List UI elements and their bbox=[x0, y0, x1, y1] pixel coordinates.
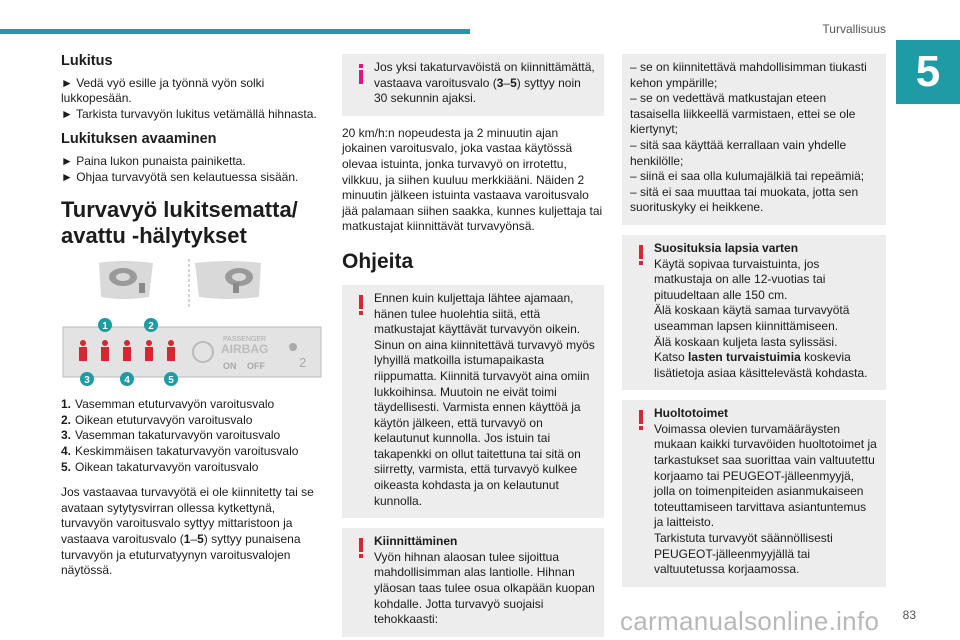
bullet-note bbox=[622, 54, 886, 225]
note-title: Kiinnittäminen bbox=[374, 534, 458, 549]
header-accent-bar bbox=[0, 29, 470, 34]
svg-text:AIRBAG: AIRBAG bbox=[221, 342, 269, 357]
heading-lukitus: Lukitus bbox=[61, 53, 113, 69]
note-text: Voimassa olevien turvamääräysten mukaan kaikki turvavöiden huoltotoimet ja tarkastukset saa suorittaa vain valtuutettu korjaamo tai PEUGEOT-jälleenmyyjä, jolla on toimenpiteiden asianmukaiseen toteuttamiseen tarvittava asiantuntemus ja laitteisto. bbox=[654, 421, 877, 530]
svg-text:2: 2 bbox=[299, 355, 307, 371]
svg-text:1: 1 bbox=[102, 321, 108, 333]
step-text: ► Ohjaa turvavyötä sen kelautuessa sisään. bbox=[61, 169, 299, 184]
seatbelt-lamps-illustration bbox=[61, 317, 325, 389]
note-text: Vyön hihnan alaosan tulee sijoittua mahdollisimman alas lantiolle. Hihnan yläosan taas tulee osua olkapään kuopan kohdalle. Jotta turvavyö suojaisi tehokkaasti: bbox=[374, 549, 595, 627]
note-text: Käytä sopivaa turvaistuinta, jos matkustaja on alle 12-vuotias tai pituudeltaan alle 150 cm. bbox=[654, 256, 826, 302]
note-text: Älä koskaan kuljeta lasta sylissäsi. bbox=[654, 334, 838, 349]
heading-alerts: Turvavyö lukitsematta/ avattu -hälytykset bbox=[61, 197, 298, 249]
section-title: Turvallisuus bbox=[822, 22, 886, 36]
lamp-legend-list bbox=[61, 397, 325, 475]
chapter-number: 5 bbox=[896, 40, 960, 104]
warning-note-kiinnittaminen bbox=[342, 528, 604, 637]
dashboard-illustration bbox=[61, 257, 325, 311]
warning-note-children bbox=[622, 235, 886, 390]
info-note bbox=[342, 54, 604, 116]
exclamation-icon bbox=[351, 536, 371, 560]
paragraph-speed-warning: 20 km/h:n nopeudesta ja 2 minuutin ajan jokainen varoitusvalo, joka vastaa käytössä olevaa istuinta, jonka turvavyö on irrotettu, vilkkuu, ja siihen kuuluu merkkiääni. Näiden 2 minuutin jälkeen istuinta vastaava varoitusvalo jää palamaan siihen saakka, kunnes kuljettaja tai matkustajat kiinnittävät turvavyönsä. bbox=[342, 125, 603, 234]
list-item: 3. Vasemman takaturvavyön varoitusvalo bbox=[61, 428, 281, 443]
page-number: 83 bbox=[902, 608, 916, 622]
info-note-text: Jos yksi takaturvavöistä on kiinnittämättä, vastaava varoitusvalo (3–5) syttyy noin 30 sekunnin ajaksi. bbox=[374, 60, 595, 106]
exclamation-icon bbox=[351, 293, 371, 317]
paragraph-warning-lamps: Jos vastaavaa turvavyötä ei ole kiinnitetty tai se avataan sytytysvirran ollessa kytkettynä, turvavyön varoitusvalo syttyy mittaristoon ja vastaava varoitusvalo (1–5) syttyy punaisena turvavyön ja etuturvatyynyn varoitusvalojen näytössä. bbox=[61, 485, 314, 578]
warning-note-maintenance bbox=[622, 400, 886, 587]
watermark: carmanualsonline.info bbox=[620, 606, 880, 636]
list-item: 1. Vasemman etuturvavyön varoitusvalo bbox=[61, 397, 275, 412]
column-right bbox=[622, 54, 886, 587]
seatbelt-warning-panel-figure bbox=[61, 317, 325, 387]
warning-note-text: Ennen kuin kuljettaja lähtee ajamaan, hänen tulee huolehtia siitä, että matkustajat käyttävät turvavyön oikein. Sinun on aina kiinnitettävä turvavyö myös lyhyillä matkoilla istumapaikasta riippumatta. Kiinnitä turvavyöt aina omiin lukkoihinsa. Muutoin ne eivät toimi täydellisesti. Varmista ennen käyttöä ja käytön jälkeen, että turvavyö on kelautunut kunnolla. Jos istuin tai takapenkki on ollut taitettuna tai sitä on siirretty, varmista, että turvavyö kulkee oikeasta kohdasta ja on kelautunut kunnolla. bbox=[374, 290, 595, 508]
list-item: 2. Oikean etuturvavyön varoitusvalo bbox=[61, 412, 253, 427]
list-item: – se on vedettävä matkustajan eteen tasaisella liikkeellä varmistaen, ettei se ole kiertynyt; bbox=[630, 91, 856, 137]
svg-text:3: 3 bbox=[84, 375, 90, 387]
list-item: 5. Oikean takaturvavyön varoitusvalo bbox=[61, 459, 259, 474]
svg-text:4: 4 bbox=[124, 375, 130, 387]
column-left bbox=[61, 54, 325, 579]
info-icon bbox=[351, 62, 371, 86]
list-item: – se on kiinnitettävä mahdollisimman tiukasti kehon ympärille; bbox=[630, 60, 867, 90]
heading-avaaminen: Lukituksen avaaminen bbox=[61, 131, 217, 148]
step-text: ► Vedä vyö esille ja työnnä vyön solki lukkopesään. bbox=[61, 75, 265, 106]
note-title: Suosituksia lapsia varten bbox=[654, 240, 799, 255]
list-item: 4. Keskimmäisen takaturvavyön varoitusvalo bbox=[61, 443, 299, 458]
step-text: ► Tarkista turvavyön lukitus vetämällä hihnasta. bbox=[61, 106, 317, 121]
note-title: Huoltotoimet bbox=[654, 406, 728, 421]
column-middle bbox=[342, 54, 604, 637]
svg-text:5: 5 bbox=[168, 375, 174, 387]
note-text: Katso lasten turvaistuimia koskevia lisätietoja asiaa käsittelevästä kohdasta. bbox=[654, 350, 868, 380]
svg-text:OFF: OFF bbox=[247, 361, 265, 372]
step-text: ► Paina lukon punaista painiketta. bbox=[61, 153, 246, 168]
exclamation-icon bbox=[631, 408, 651, 432]
warning-note bbox=[342, 285, 604, 518]
svg-text:PASSENGER: PASSENGER bbox=[223, 336, 267, 344]
svg-text:2: 2 bbox=[148, 321, 154, 333]
note-text: Älä koskaan käytä samaa turvavyötä useamman lapsen kiinnittämiseen. bbox=[654, 303, 850, 333]
exclamation-icon bbox=[631, 243, 651, 267]
instrument-panel-figure bbox=[61, 257, 325, 311]
svg-text:ON: ON bbox=[223, 361, 237, 372]
list-item: – sitä ei saa muuttaa tai muokata, jotta sen suorituskyky ei heikkene. bbox=[630, 184, 859, 215]
list-item: – siinä ei saa olla kulumajälkiä tai repeämiä; bbox=[630, 169, 865, 184]
list-item: – sitä saa käyttää kerrallaan vain yhdelle henkilölle; bbox=[630, 137, 847, 168]
note-text: Tarkistuta turvavyöt säännöllisesti PEUGEOT-jälleenmyyjällä tai valtuutetussa korjaamossa. bbox=[654, 531, 833, 577]
heading-ohjeita: Ohjeita bbox=[342, 249, 414, 273]
